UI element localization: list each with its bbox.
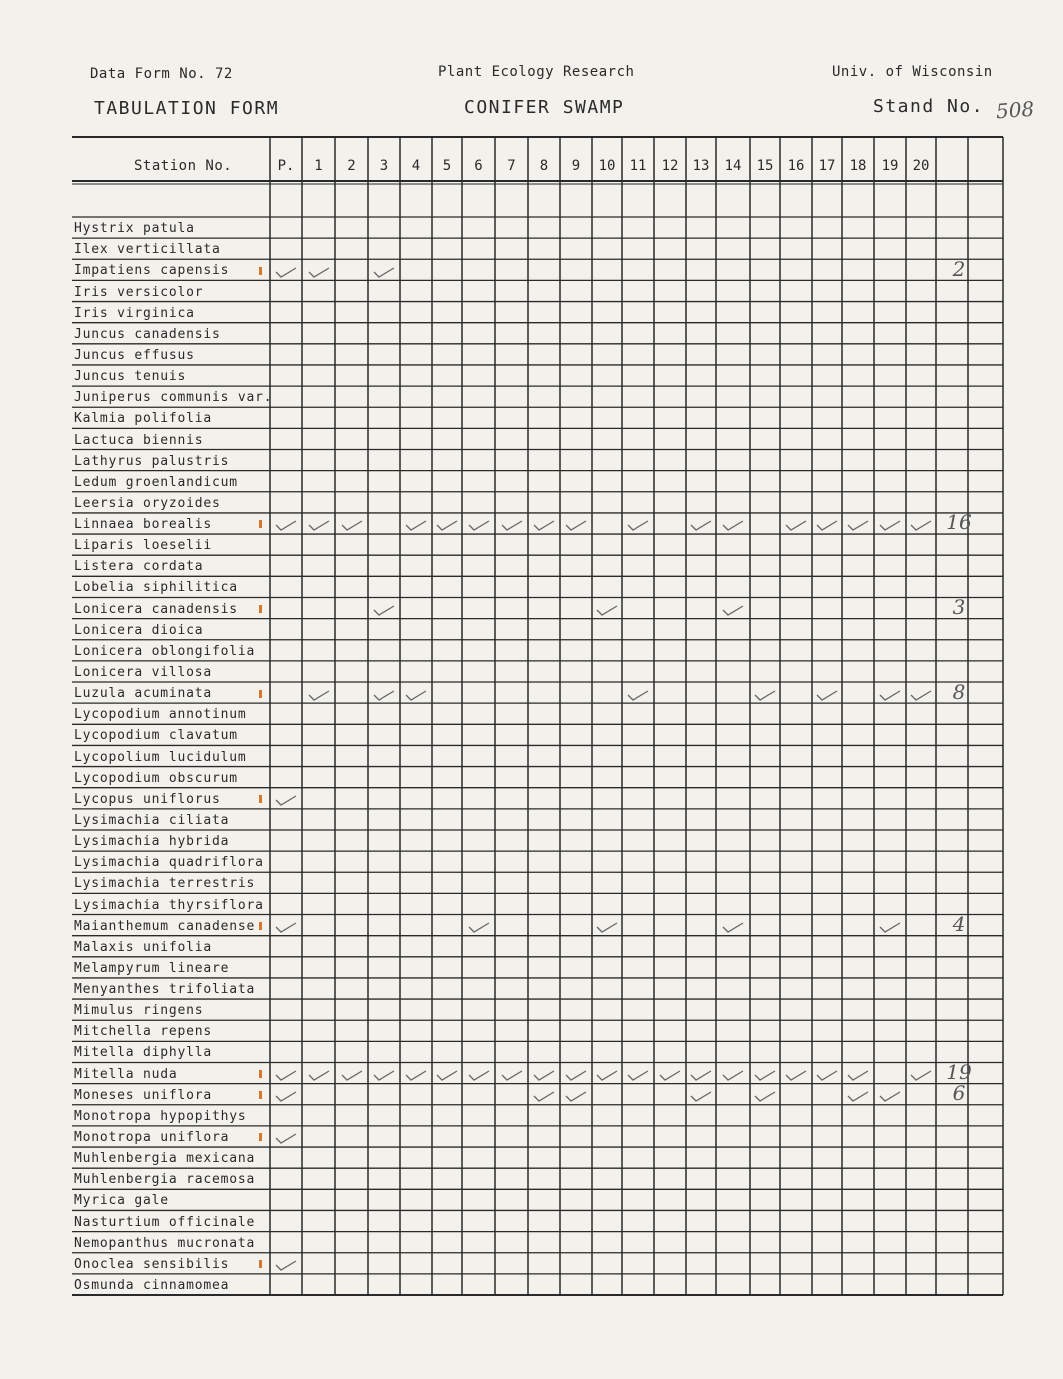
check-icon xyxy=(690,1066,712,1078)
species-name: Mitella diphylla xyxy=(74,1045,213,1061)
species-name: Moneses uniflora xyxy=(74,1087,213,1103)
species-name: Maianthemum canadense xyxy=(74,918,256,934)
crayon-mark xyxy=(259,1260,262,1268)
column-number: 13 xyxy=(692,158,710,174)
column-number: 4 xyxy=(411,158,421,174)
species-name: Lysimachia quadriflora xyxy=(74,855,264,871)
column-number: 7 xyxy=(507,158,516,174)
tally-count: 16 xyxy=(946,510,972,535)
check-icon xyxy=(501,1066,523,1078)
check-icon xyxy=(308,263,330,275)
check-icon xyxy=(405,686,427,698)
crayon-mark xyxy=(259,1133,262,1141)
column-number: 9 xyxy=(571,158,581,174)
species-name: Lycopodium clavatum xyxy=(74,728,238,744)
species-name: Lysimachia terrestris xyxy=(74,876,256,892)
species-name: Muhlenbergia mexicana xyxy=(74,1151,256,1167)
species-name: Liparis loeselii xyxy=(74,538,213,554)
column-number: 8 xyxy=(539,158,549,174)
species-name: Lycopolium lucidulum xyxy=(74,749,247,765)
species-name: Juncus canadensis xyxy=(74,326,221,342)
column-number: 3 xyxy=(379,158,389,174)
tally-count: 6 xyxy=(952,1081,966,1106)
species-name: Nemopanthus mucronata xyxy=(74,1235,256,1251)
tally-count: 19 xyxy=(946,1060,972,1085)
stand-label: Stand No. xyxy=(873,96,985,117)
check-icon xyxy=(308,1066,330,1078)
column-number: 5 xyxy=(442,158,452,174)
check-icon xyxy=(436,1066,458,1078)
species-name: Lysimachia ciliata xyxy=(74,812,230,828)
check-icon xyxy=(341,1066,363,1078)
check-icon xyxy=(373,601,395,613)
check-icon xyxy=(373,1066,395,1078)
species-name: Ledum groenlandicum xyxy=(74,474,238,490)
check-icon xyxy=(275,791,297,803)
species-name: Linnaea borealis xyxy=(74,517,213,533)
check-icon xyxy=(596,1066,618,1078)
species-name: Kalmia polifolia xyxy=(74,411,213,427)
species-name: Mitchella repens xyxy=(74,1024,213,1040)
check-icon xyxy=(565,1066,587,1078)
species-name: Ilex verticillata xyxy=(74,242,221,258)
species-name: Malaxis unifolia xyxy=(74,939,213,955)
check-icon xyxy=(468,516,490,528)
check-icon xyxy=(468,918,490,930)
species-name: Onoclea sensibilis xyxy=(74,1256,230,1272)
check-icon xyxy=(627,686,649,698)
form-title: TABULATION FORM xyxy=(94,98,280,119)
check-icon xyxy=(275,918,297,930)
column-number: 11 xyxy=(629,158,647,174)
check-icon xyxy=(275,263,297,275)
species-name: Leersia oryzoides xyxy=(74,495,221,511)
species-name: Mimulus ringens xyxy=(74,1003,204,1019)
crayon-mark xyxy=(259,1091,262,1099)
column-number: 16 xyxy=(787,158,805,174)
crayon-mark xyxy=(259,605,262,613)
species-name: Osmunda cinnamomea xyxy=(74,1278,230,1293)
check-icon xyxy=(847,1066,869,1078)
species-name: Lathyrus palustris xyxy=(74,453,230,469)
column-number: 10 xyxy=(598,158,616,174)
crayon-mark xyxy=(259,520,262,528)
check-icon xyxy=(468,1066,490,1078)
check-icon xyxy=(533,516,555,528)
check-icon xyxy=(275,516,297,528)
check-icon xyxy=(627,516,649,528)
check-icon xyxy=(501,516,523,528)
column-number: 12 xyxy=(661,158,679,174)
column-number: 2 xyxy=(347,158,356,174)
check-icon xyxy=(275,1129,297,1141)
tally-count: 3 xyxy=(952,595,966,620)
species-name: Lonicera oblongifolia xyxy=(74,643,256,659)
crayon-mark xyxy=(259,922,262,930)
check-icon xyxy=(785,1066,807,1078)
species-name: Lysimachia hybrida xyxy=(74,834,230,850)
institution-name: Univ. of Wisconsin xyxy=(832,64,993,80)
column-number: 1 xyxy=(314,158,323,174)
species-name: Lycopodium obscurum xyxy=(74,770,238,786)
check-icon xyxy=(754,1087,776,1099)
check-icon xyxy=(722,918,744,930)
check-icon xyxy=(690,1087,712,1099)
crayon-mark xyxy=(259,1070,262,1078)
species-name: Lycopus uniflorus xyxy=(74,791,221,807)
species-name: Impatiens capensis xyxy=(74,263,230,279)
check-icon xyxy=(405,516,427,528)
species-name: Lonicera dioica xyxy=(74,622,204,638)
species-name: Iris virginica xyxy=(74,305,195,321)
check-icon xyxy=(816,686,838,698)
check-icon xyxy=(910,686,932,698)
species-name: Melampyrum lineare xyxy=(74,960,230,976)
species-name: Juniperus communis var. xyxy=(74,390,273,406)
check-icon xyxy=(754,686,776,698)
check-icon xyxy=(722,601,744,613)
check-icon xyxy=(308,516,330,528)
check-icon xyxy=(533,1087,555,1099)
species-name: Lysimachia thyrsiflora xyxy=(74,897,264,913)
species-name: Lonicera villosa xyxy=(74,665,213,681)
check-icon xyxy=(879,516,901,528)
check-icon xyxy=(275,1256,297,1268)
species-name: Muhlenbergia racemosa xyxy=(74,1172,256,1188)
check-icon xyxy=(373,263,395,275)
species-name: Nasturtium officinale xyxy=(74,1214,256,1230)
crayon-mark xyxy=(259,795,262,803)
species-name: Monotropa uniflora xyxy=(74,1130,230,1146)
check-icon xyxy=(879,918,901,930)
species-name: Iris versicolor xyxy=(74,284,204,300)
column-number: 20 xyxy=(912,158,930,174)
column-number: 17 xyxy=(818,158,836,174)
check-icon xyxy=(754,1066,776,1078)
check-icon xyxy=(405,1066,427,1078)
crayon-mark xyxy=(259,690,262,698)
check-icon xyxy=(659,1066,681,1078)
species-name: Listera cordata xyxy=(74,559,204,575)
check-icon xyxy=(816,1066,838,1078)
check-icon xyxy=(565,1087,587,1099)
column-number: 14 xyxy=(724,158,742,174)
species-name: Lonicera canadensis xyxy=(74,601,238,617)
species-name: Juncus effusus xyxy=(74,347,195,363)
check-icon xyxy=(847,1087,869,1099)
check-icon xyxy=(910,516,932,528)
species-name: Lobelia siphilitica xyxy=(74,580,238,596)
check-icon xyxy=(436,516,458,528)
tally-count: 2 xyxy=(952,256,966,281)
species-name: Myrica gale xyxy=(74,1193,169,1209)
check-icon xyxy=(722,1066,744,1078)
check-icon xyxy=(910,1066,932,1078)
column-number: 15 xyxy=(756,158,774,174)
species-name: Lycopodium annotinum xyxy=(74,707,247,723)
species-name: Luzula acuminata xyxy=(74,686,213,702)
check-icon xyxy=(565,516,587,528)
check-icon xyxy=(627,1066,649,1078)
check-icon xyxy=(275,1087,297,1099)
tally-count: 8 xyxy=(952,679,966,704)
check-icon xyxy=(690,516,712,528)
species-name: Hystrix patula xyxy=(74,221,195,237)
column-number: 6 xyxy=(474,158,483,174)
stand-number: 508 xyxy=(995,96,1035,124)
column-number: 19 xyxy=(881,158,899,174)
check-icon xyxy=(722,516,744,528)
check-icon xyxy=(341,516,363,528)
check-icon xyxy=(275,1066,297,1078)
check-icon xyxy=(308,686,330,698)
column-number: 18 xyxy=(849,158,867,174)
check-icon xyxy=(596,918,618,930)
check-icon xyxy=(373,686,395,698)
species-name: Menyanthes trifoliata xyxy=(74,982,256,998)
species-name: Juncus tenuis xyxy=(74,369,187,385)
station-header: Station No. xyxy=(134,158,233,174)
check-icon xyxy=(596,601,618,613)
check-icon xyxy=(879,1087,901,1099)
check-icon xyxy=(785,516,807,528)
check-icon xyxy=(816,516,838,528)
program-name: Plant Ecology Research xyxy=(438,64,635,80)
species-name: Lactuca biennis xyxy=(74,432,204,448)
community-title: CONIFER SWAMP xyxy=(464,97,625,118)
species-name: Mitella nuda xyxy=(74,1066,178,1082)
check-icon xyxy=(533,1066,555,1078)
check-icon xyxy=(879,686,901,698)
tally-count: 4 xyxy=(952,912,966,937)
form-number: Data Form No. 72 xyxy=(90,66,233,82)
crayon-mark xyxy=(259,267,262,275)
species-name: Monotropa hypopithys xyxy=(74,1108,247,1124)
check-icon xyxy=(847,516,869,528)
column-number: P. xyxy=(277,158,295,174)
